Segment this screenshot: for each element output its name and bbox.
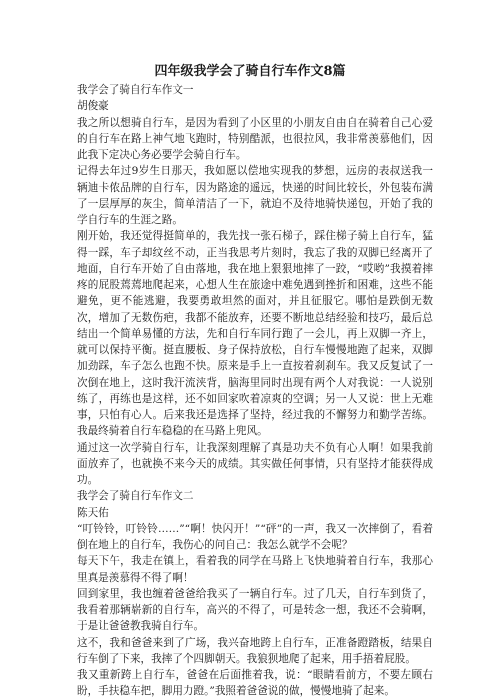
essay-1-author: 胡俊豪 xyxy=(77,100,109,113)
essay-2-heading: 我学会了骑自行车作文二 xyxy=(77,490,194,503)
essay-2-paragraph: 我又重新跨上自行车，爸爸在后面推着我，说：“眼睛看前方，不要左顾右盼，手扶稳车把，脚用力蹬。”我照着爸爸说的做，慢慢地骑了起来。 xyxy=(77,669,433,698)
essay-1-paragraph: 记得去年过9岁生日那天，我如愿以偿地实现我的梦想，远房的表叔送我一辆迪卡侬品牌的自行车，因为路途的遥远，快递的时间比较长，外包装布满了一层厚厚的灰尘，简单清洁了一下，就迫不及待地骑快递包，开始了我的学自行车的生涯之路。 xyxy=(77,165,433,226)
essay-1-heading: 我学会了骑自行车作文一 xyxy=(77,84,194,96)
essay-1-paragraph: 通过这一次学骑自行车，让我深刻理解了真是功夫不负有心人啊！如果我前面放弃了，也就换不来今天的成绩。其实做任何事情，只有坚持才能获得成功。 xyxy=(77,441,433,486)
essay-2-paragraph: 每天下午，我走在镇上，看着我的同学在马路上飞快地骑着自行车，我那心里真是羡慕得不得了啊！ xyxy=(77,555,433,584)
document-body xyxy=(77,82,433,700)
essay-1-paragraph: 刚开始，我还觉得挺简单的，我先找一张石梯子，踩住梯子骑上自行车，猛得一踩，车子却纹丝不动，正当我思考片刻时，我忘了我的双脚已经离开了地面，自行车开始了自由落地，我在地上狠狠地摔了一跤，“哎哟”我摸着摔疼的屁股蔫蔫地爬起来，心想人生在旅途中难免遇到挫折和困难，这些不能避免，更不能逃避，我要勇敢坦然的面对，并且征服它。哪怕是跌倒无数次，增加了无数伤疤，我都不能放弃，还要不断地总结经验和技巧，最后总结出一个简单易懂的方法，先和自行车同行跑了一会儿，再上双脚一齐上，就可以保持平衡。挺直腰板、身子保持放松，自行车慢慢地跑了起来，双脚加劲踩，车子怎么也跑不快。原来是手上一直按着刹刹车。我又反复试了一次倒在地上，这时我汗流浃背，脑海里同时出现有两个人对我说：一人说别练了，再练也是这样，还不如回家吹着凉爽的空调；另一人又说：世上无难事，只怕有心人。后来我还是选择了坚持，经过我的不懈努力和勤学苦练。我最终骑着自行车稳稳的在马路上兜风。 xyxy=(77,230,433,438)
essay-2-paragraph: 回到家里，我也缠着爸爸给我买了一辆自行车。过了几天，自行车到货了，我看着那辆崭新的自行车，高兴的不得了，可是转念一想，我还不会骑啊，于是让爸爸教我骑自行车。 xyxy=(77,587,433,633)
essay-1-paragraph: 我之所以想骑自行车，是因为看到了小区里的小朋友自由自在骑着自己心爱的自行车在路上神气地飞跑时，特别酷派，也很拉风，我非常羡慕他们，因此我下定决心务必要学会骑自行车。 xyxy=(77,116,433,161)
essay-2-paragraph: 这不，我和爸爸来到了广场，我兴奋地跨上自行车，正准备蹬踏板，结果自行车倒了下来，我摔了个四脚朝天。我狼狈地爬了起来，用手捂着屁股。 xyxy=(77,636,433,665)
essay-2-paragraph: “叮铃铃，叮铃铃……”“啊！快闪开！”“砰”的一声，我又一次摔倒了，看着倒在地上的自行车，我伤心的问自己：我怎么就学不会呢？ xyxy=(77,522,433,551)
essay-2-author: 陈天佑 xyxy=(77,506,109,519)
document-title: 四年级我学会了骑自行车作文8篇 xyxy=(154,64,346,79)
